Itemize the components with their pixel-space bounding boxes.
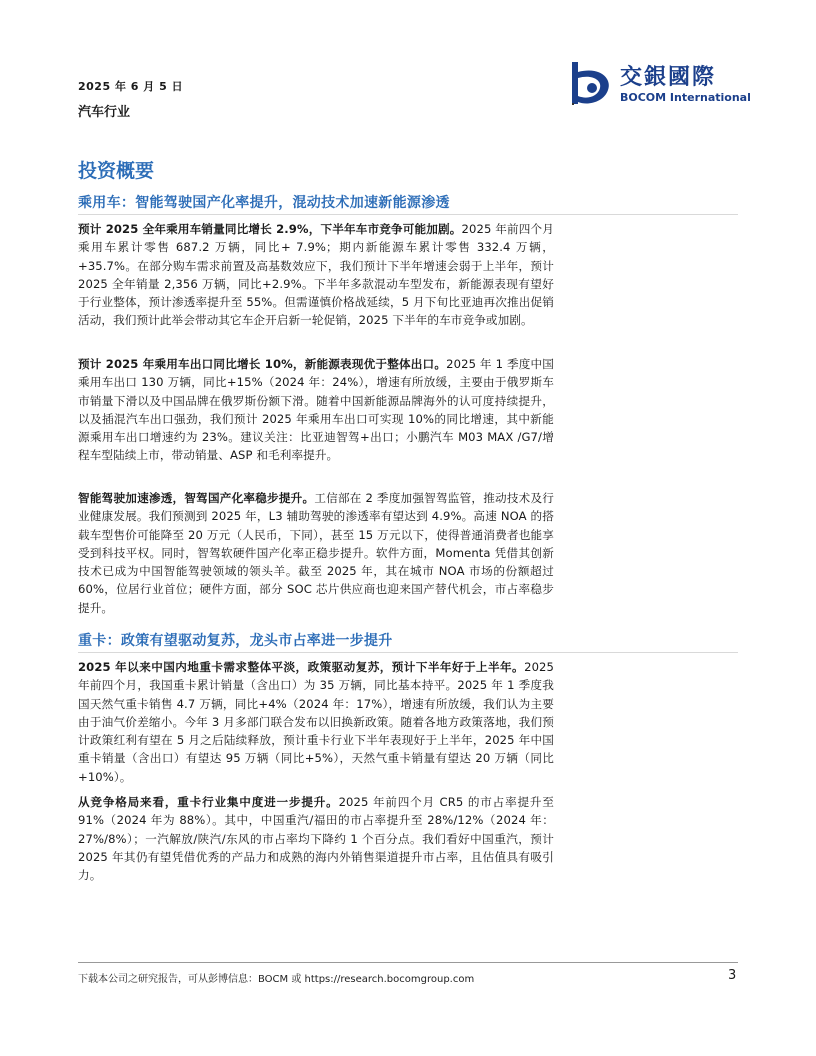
paragraph-body: 2025 年 1 季度中国乘用车出口 130 万辆，同比+15%（2024 年：24%），增速有所放缓，主要由于俄罗斯车市销量下滑以及中国品牌在俄罗斯份额下滑。随着中国新能源品牌海外的认可度持续提升，以及插混汽车出口强劲，我们预计 2025 年乘用车出口可实现 10%的同比增速，其中新能源乘用车出口增速约为 23%。建议关注：比亚迪智驾+出口；小鹏汽车 M03 MAX /G7/增程车型陆续上市，带动销量、ASP 和毛利率提升。 <box>78 357 554 463</box>
subsection-title-passenger: 乘用车：智能驾驶国产化率提升，混动技术加速新能源渗透 <box>78 195 450 211</box>
paragraph-lead: 智能驾驶加速渗透，智驾国产化率稳步提升。 <box>78 491 315 505</box>
paragraph-passenger-exports <box>78 355 554 465</box>
page-number: 3 <box>728 968 737 983</box>
paragraph-smart-driving <box>78 489 554 617</box>
footer-download-note: 下载本公司之研究报告，可从彭博信息：BOCM 或 https://research.bocomgroup.com <box>78 974 475 985</box>
logo-english-name: BOCOM International <box>620 91 751 104</box>
report-date: 2025 年 6 月 5 日 <box>78 80 184 93</box>
paragraph-heavy-truck-demand <box>78 658 554 786</box>
paragraph-lead: 从竞争格局来看，重卡行业集中度进一步提升。 <box>78 795 339 809</box>
section-title: 投资概要 <box>78 160 155 182</box>
logo-chinese-name: 交銀國際 <box>620 65 717 90</box>
paragraph-body: 2025 年前四个月乘用车累计零售 687.2 万辆，同比+ 7.9%；期内新能源车累计零售 332.4 万辆，+35.7%。在部分购车需求前置及高基数效应下，我们预计下半年增速会弱于上半年，预计 2025 全年销量 2,356 万辆，同比+2.9%。下半年多款混动车型发布，新能源表现有望好于行业整体，预计渗透率提升至 55%。但需谨慎价格战延续，5 月下旬比亚迪再次推出促销活动，我们预计此举会带动其它车企开启新一轮促销，2025 下半年的车市竞争或加剧。 <box>78 222 554 328</box>
paragraph-heavy-truck-competition <box>78 793 554 884</box>
subsection-divider <box>78 652 738 653</box>
paragraph-lead: 预计 2025 全年乘用车销量同比增长 2.9%，下半年车市竞争可能加剧。 <box>78 222 462 236</box>
subsection-title-heavy-truck: 重卡：政策有望驱动复苏，龙头市占率进一步提升 <box>78 633 393 649</box>
decorative-dot <box>572 103 574 105</box>
bocom-logo <box>568 58 751 108</box>
paragraph-body: 2025 年前四个月，我国重卡累计销量（含出口）为 35 万辆，同比基本持平。2025 年 1 季度我国天然气重卡销售 4.7 万辆，同比+4%（2024 年：17%），增速有所放缓，我们认为主要由于油气价差缩小。今年 3 月多部门联合发布以旧换新政策。随着各地方政策落地，我们预计政策红利有望在 5 月之后陆续释放，预计重卡行业下半年表现好于上半年，2025 年中国重卡销量（含出口）有望达 95 万辆（同比+5%），天然气重卡销量有望达 20 万辆（同比+10%）。 <box>78 660 554 784</box>
paragraph-lead: 2025 年以来中国内地重卡需求整体平淡，政策驱动复苏，预计下半年好于上半年。 <box>78 660 525 674</box>
industry-label: 汽车行业 <box>78 105 131 120</box>
subsection-divider <box>78 214 738 215</box>
footer-divider <box>78 962 738 963</box>
paragraph-body: 工信部在 2 季度加强智驾监管，推动技术及行业健康发展。我们预测到 2025 年，L3 辅助驾驶的渗透率有望达到 4.9%。高速 NOA 的搭载车型售价可能降至 20 万元（人民币，下同），甚至 15 万元以下，使得普通消费者也能享受到科技平权。同时，智驾软硬件国产化率正稳步提升。软件方面，Momenta 凭借其创新技术已成为中国智能驾驶领域的领头羊。截至 2025 年，其在城市 NOA 市场的份额超过 60%，位居行业首位；硬件方面，部分 SOC 芯片供应商也迎来国产替代机会，市占率稳步提升。 <box>78 491 554 615</box>
paragraph-lead: 预计 2025 年乘用车出口同比增长 10%，新能源表现优于整体出口。 <box>78 357 447 371</box>
paragraph-passenger-sales <box>78 220 554 330</box>
bocom-logo-mark-icon <box>568 58 612 106</box>
paragraph-body: 2025 年前四个月 CR5 的市占率提升至 91%（2024 年为 88%）。其中，中国重汽/福田的市占率提升至 28%/12%（2024 年：27%/8%）；一汽解放/陕汽/东风的市占率均下降约 1 个百分点。我们看好中国重汽，预计 2025 年其仍有望凭借优秀的产品力和成熟的海内外销售渠道提升市占率，且估值具有吸引力。 <box>78 795 554 883</box>
